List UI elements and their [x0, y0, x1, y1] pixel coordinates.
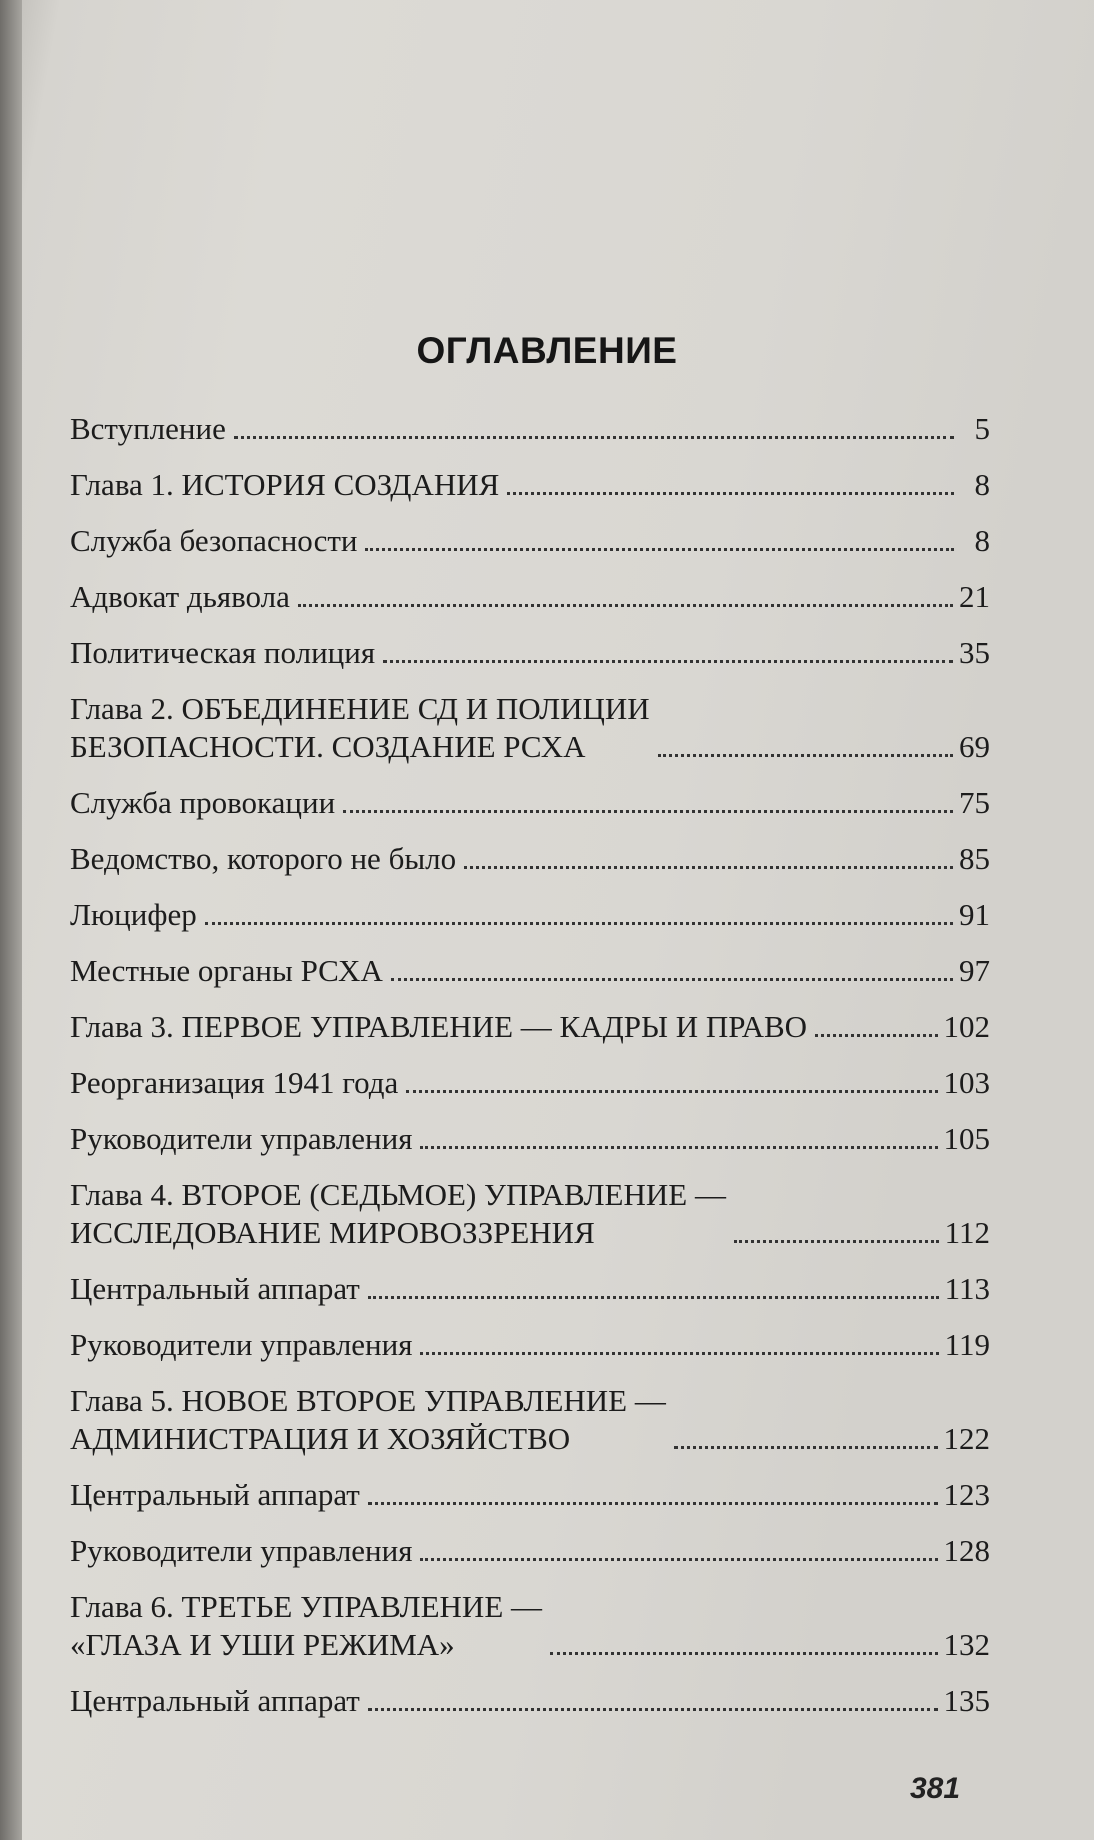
- dot-leader: [464, 866, 953, 869]
- toc-entry-title: [70, 690, 650, 766]
- toc-entry-title-line: Центральный аппарат: [70, 1271, 360, 1306]
- toc-entry-title-line: Глава 2. ОБЪЕДИНЕНИЕ СД И ПОЛИЦИИ: [70, 691, 650, 726]
- toc-entry-page: 102: [943, 1009, 990, 1044]
- toc-entry-title: [70, 1176, 726, 1252]
- toc-entry-page: 113: [944, 1271, 990, 1306]
- toc-entry: [70, 466, 990, 504]
- toc-entry-title-line: БЕЗОПАСНОСТИ. СОЗДАНИЕ РСХА: [70, 729, 586, 764]
- dot-leader: [383, 660, 953, 663]
- toc-entry-page: 119: [944, 1327, 990, 1362]
- dot-leader: [368, 1502, 938, 1505]
- toc-title: ОГЛАВЛЕНИЕ: [416, 330, 678, 371]
- dot-leader: [205, 922, 953, 925]
- dot-leader: [420, 1558, 937, 1561]
- toc-entry-title-line: Руководители управления: [70, 1327, 413, 1362]
- toc-entry-title-line: Руководители управления: [70, 1121, 413, 1156]
- dot-leader: [420, 1146, 937, 1149]
- toc-entry: [70, 690, 990, 766]
- toc-entry: [70, 1008, 990, 1046]
- dot-leader: [734, 1240, 939, 1243]
- toc-entry: [70, 1476, 990, 1514]
- toc-entry-title-line: Служба безопасности: [70, 523, 358, 558]
- dot-leader: [507, 492, 954, 495]
- dot-leader: [406, 1090, 937, 1093]
- dot-leader: [368, 1708, 938, 1711]
- toc-entry-title-line: Адвокат дьявола: [70, 579, 290, 614]
- toc-entry-page: 122: [943, 1421, 990, 1456]
- book-spine-shadow: [0, 0, 22, 1840]
- toc-entry-title: [70, 1532, 412, 1570]
- toc-entry-title: [70, 410, 226, 448]
- toc-entry-title-line: Местные органы РСХА: [70, 953, 383, 988]
- dot-leader: [365, 548, 954, 551]
- toc-entry-page: 21: [959, 579, 990, 614]
- toc-entry-page: 75: [959, 785, 990, 820]
- toc-entry: [70, 952, 990, 990]
- toc-entry: [70, 784, 990, 822]
- toc-entry-title: [70, 1588, 542, 1664]
- toc-entry-title-line: АДМИНИСТРАЦИЯ И ХОЗЯЙСТВО: [70, 1421, 571, 1456]
- toc-entry: [70, 1532, 990, 1570]
- toc-entry: [70, 840, 990, 878]
- toc-entry-page: 105: [943, 1121, 990, 1156]
- table-of-contents: [70, 410, 990, 1738]
- toc-entry: [70, 1064, 990, 1102]
- toc-entry-title: [70, 634, 375, 672]
- toc-entry-title: [70, 896, 197, 934]
- toc-entry-title: [70, 578, 290, 616]
- toc-entry-title-line: Реорганизация 1941 года: [70, 1065, 399, 1100]
- toc-entry-page: 103: [943, 1065, 990, 1100]
- toc-entry-page: 5: [974, 411, 990, 446]
- toc-entry-title: [70, 1682, 360, 1720]
- toc-entry: [70, 1176, 990, 1252]
- toc-entry-page: 85: [959, 841, 990, 876]
- toc-entry-title-line: Люцифер: [70, 897, 197, 932]
- toc-entry-title: [70, 522, 357, 560]
- toc-entry-page: 8: [974, 467, 990, 502]
- toc-entry-title: [70, 1064, 398, 1102]
- toc-entry-title: [70, 1382, 666, 1458]
- toc-entry-page: 97: [959, 953, 990, 988]
- toc-entry: [70, 1588, 990, 1664]
- toc-entry-title-line: Центральный аппарат: [70, 1477, 360, 1512]
- toc-entry-title: [70, 466, 499, 504]
- toc-entry-title-line: Глава 6. ТРЕТЬЕ УПРАВЛЕНИЕ —: [70, 1589, 543, 1624]
- toc-entry-title: [70, 1008, 807, 1046]
- toc-entry-page: 128: [943, 1533, 990, 1568]
- toc-entry-title: [70, 784, 335, 822]
- dot-leader: [658, 754, 953, 757]
- toc-entry-title-line: «ГЛАЗА И УШИ РЕЖИМА»: [70, 1627, 455, 1662]
- toc-entry-title-line: Политическая полиция: [70, 635, 376, 670]
- toc-entry-title-line: Вступление: [70, 411, 226, 446]
- toc-entry-title-line: Центральный аппарат: [70, 1683, 360, 1718]
- toc-entry: [70, 634, 990, 672]
- toc-entry: [70, 896, 990, 934]
- toc-entry-page: 112: [944, 1215, 990, 1250]
- toc-entry-title: [70, 1270, 360, 1308]
- dot-leader: [343, 810, 953, 813]
- toc-entry-title-line: Глава 1. ИСТОРИЯ СОЗДАНИЯ: [70, 467, 500, 502]
- toc-entry: [70, 1120, 990, 1158]
- toc-entry: [70, 1382, 990, 1458]
- toc-entry-title-line: Глава 3. ПЕРВОЕ УПРАВЛЕНИЕ — КАДРЫ И ПРАВО: [70, 1009, 808, 1044]
- toc-entry-title: [70, 1476, 360, 1514]
- dot-leader: [298, 604, 953, 607]
- toc-entry-title-line: Ведомство, которого не было: [70, 841, 457, 876]
- toc-entry-title-line: Руководители управления: [70, 1533, 413, 1568]
- toc-entry-title-line: ИССЛЕДОВАНИЕ МИРОВОЗЗРЕНИЯ: [70, 1215, 595, 1250]
- toc-entry-page: 35: [959, 635, 990, 670]
- toc-entry-page: 8: [974, 523, 990, 558]
- dot-leader: [550, 1652, 937, 1655]
- dot-leader: [420, 1352, 938, 1355]
- dot-leader: [391, 978, 953, 981]
- dot-leader: [674, 1446, 938, 1449]
- toc-entry: [70, 1270, 990, 1308]
- toc-entry-title: [70, 952, 383, 990]
- toc-entry-page: 91: [959, 897, 990, 932]
- toc-entry-page: 69: [959, 729, 990, 764]
- toc-entry: [70, 1326, 990, 1364]
- toc-entry-title: [70, 840, 456, 878]
- toc-entry-title: [70, 1120, 412, 1158]
- dot-leader: [368, 1296, 939, 1299]
- toc-entry: [70, 410, 990, 448]
- toc-entry-page: 123: [943, 1477, 990, 1512]
- toc-entry: [70, 1682, 990, 1720]
- dot-leader: [815, 1034, 937, 1037]
- toc-entry-title-line: Глава 5. НОВОЕ ВТОРОЕ УПРАВЛЕНИЕ —: [70, 1383, 666, 1418]
- toc-entry-title-line: Глава 4. ВТОРОЕ (СЕДЬМОЕ) УПРАВЛЕНИЕ —: [70, 1177, 726, 1212]
- dot-leader: [234, 436, 954, 439]
- toc-entry-title-line: Служба провокации: [70, 785, 336, 820]
- toc-entry: [70, 578, 990, 616]
- toc-entry-page: 132: [943, 1627, 990, 1662]
- toc-entry-title: [70, 1326, 412, 1364]
- toc-entry-page: 135: [943, 1683, 990, 1718]
- toc-entry: [70, 522, 990, 560]
- page-number: 381: [910, 1772, 961, 1805]
